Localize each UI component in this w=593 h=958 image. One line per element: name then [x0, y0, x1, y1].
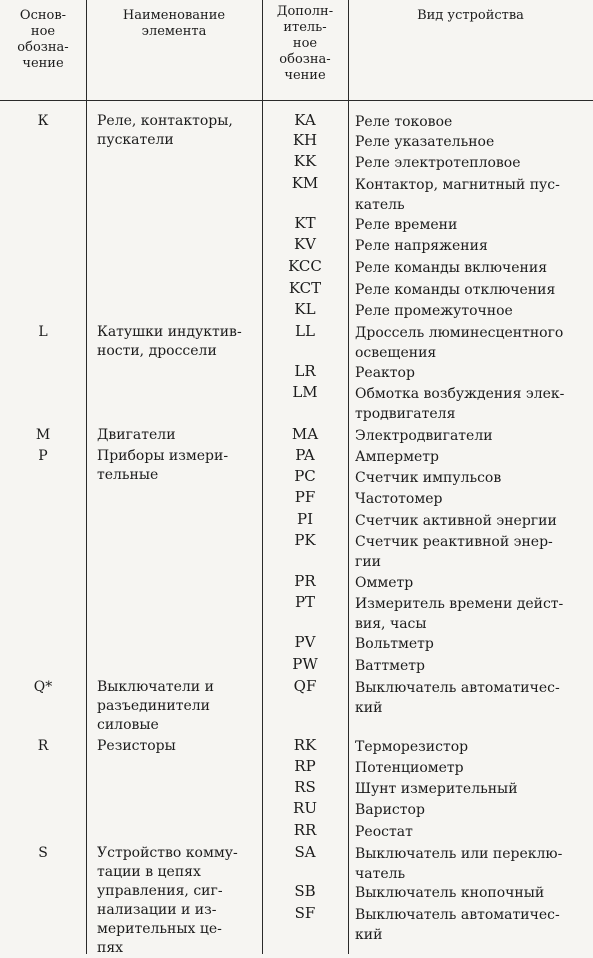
- main-designation: Q*: [33, 679, 53, 695]
- header-divider: [0, 100, 593, 101]
- device-type: Реле времени: [355, 217, 458, 233]
- device-type: Электродвигатели: [355, 428, 493, 444]
- additional-designation: PA: [295, 446, 315, 464]
- device-type: Счетчик реактивной энер- гии: [355, 534, 553, 570]
- column-divider-3: [348, 0, 349, 954]
- device-type: Реактор: [355, 365, 415, 381]
- additional-designation: KL: [294, 300, 316, 318]
- device-type: Омметр: [355, 575, 414, 591]
- device-type: Ваттметр: [355, 658, 426, 674]
- device-type: Контактор, магнитный пус- катель: [355, 177, 560, 213]
- main-designation: L: [38, 324, 48, 340]
- device-type: Амперметр: [355, 449, 439, 465]
- element-name: Резисторы: [97, 738, 176, 754]
- additional-designation: SF: [294, 904, 316, 922]
- device-type: Терморезистор: [355, 739, 469, 755]
- element-name: Устройство комму- тации в цепях управления, сиг- нализации и из- мерительных це- пях: [97, 845, 238, 956]
- device-type: Дроссель люминесцентного освещения: [355, 325, 564, 361]
- additional-designation: RS: [294, 778, 316, 796]
- additional-designation: LM: [292, 383, 318, 401]
- device-type: Счетчик импульсов: [355, 470, 502, 486]
- main-designation: S: [38, 845, 48, 861]
- additional-designation: LR: [294, 362, 316, 380]
- device-type: Частотомер: [355, 491, 443, 507]
- main-designation: К: [37, 113, 49, 129]
- device-type: Вольтметр: [355, 636, 434, 652]
- additional-designation: PK: [294, 531, 316, 549]
- additional-designation: PT: [294, 593, 316, 611]
- additional-designation: SA: [294, 843, 316, 861]
- device-type: Выключатель автоматичес- кий: [355, 680, 560, 716]
- additional-designation: KA: [294, 111, 316, 129]
- device-type: Потенциометр: [355, 760, 464, 776]
- column-divider-1: [86, 0, 87, 954]
- device-type: Реостат: [355, 824, 413, 840]
- additional-designation: KK: [293, 152, 317, 170]
- additional-designation: RU: [293, 799, 317, 817]
- device-type: Реле напряжения: [355, 238, 488, 254]
- additional-designation: PF: [294, 488, 316, 506]
- additional-designation: RK: [293, 736, 317, 754]
- additional-designation: RP: [294, 757, 316, 775]
- device-type: Выключатель автоматичес- кий: [355, 907, 560, 943]
- element-name: Катушки индуктив- ности, дроссели: [97, 324, 242, 359]
- device-type: Выключатель или переклю- чатель: [355, 846, 563, 882]
- device-type: Шунт измерительный: [355, 781, 518, 797]
- main-designation: M: [35, 427, 51, 443]
- element-name: Двигатели: [97, 427, 176, 443]
- device-type: Реле электротепловое: [355, 155, 521, 171]
- device-type: Реле указательное: [355, 134, 495, 150]
- additional-designation: RR: [293, 821, 317, 839]
- additional-designation: KCC: [288, 257, 322, 275]
- additional-designation: QF: [293, 677, 317, 695]
- additional-designation: KH: [292, 131, 318, 149]
- device-type: Обмотка возбуждения элек- тродвигателя: [355, 386, 565, 422]
- device-type: Реле токовое: [355, 114, 453, 130]
- device-type: Реле команды отключения: [355, 282, 556, 298]
- additional-designation: PV: [294, 633, 316, 651]
- additional-designation: PI: [296, 510, 314, 528]
- additional-designation: PC: [294, 467, 316, 485]
- additional-designation: PR: [294, 572, 316, 590]
- device-type: Выключатель кнопочный: [355, 885, 545, 901]
- additional-designation: SB: [294, 882, 316, 900]
- device-type: Счетчик активной энергии: [355, 513, 557, 529]
- additional-designation: MA: [291, 425, 319, 443]
- additional-designation: KT: [294, 214, 316, 232]
- element-name: Реле, контакторы, пускатели: [97, 113, 233, 148]
- header-device-type: Вид устройства: [417, 8, 524, 23]
- device-type: Варистор: [355, 802, 425, 818]
- device-type: Реле команды включения: [355, 260, 548, 276]
- additional-designation: KM: [291, 174, 319, 192]
- header-main-designation: Основ- ное обозна- чение: [17, 8, 69, 71]
- header-additional-designation: Дополн- итель- ное обозна- чение: [276, 4, 334, 83]
- header-element-name: Наименование элемента: [122, 8, 226, 39]
- element-name: Приборы измери- тельные: [97, 448, 229, 483]
- additional-designation: KV: [293, 235, 317, 253]
- additional-designation: PW: [292, 655, 318, 673]
- device-type: Реле промежуточное: [355, 303, 513, 319]
- device-type: Измеритель времени дейст- вия, часы: [355, 596, 564, 632]
- additional-designation: LL: [295, 322, 315, 340]
- main-designation: R: [37, 738, 49, 754]
- element-name: Выключатели и разъединители силовые: [97, 679, 214, 733]
- additional-designation: KCT: [288, 279, 322, 297]
- main-designation: P: [38, 448, 48, 464]
